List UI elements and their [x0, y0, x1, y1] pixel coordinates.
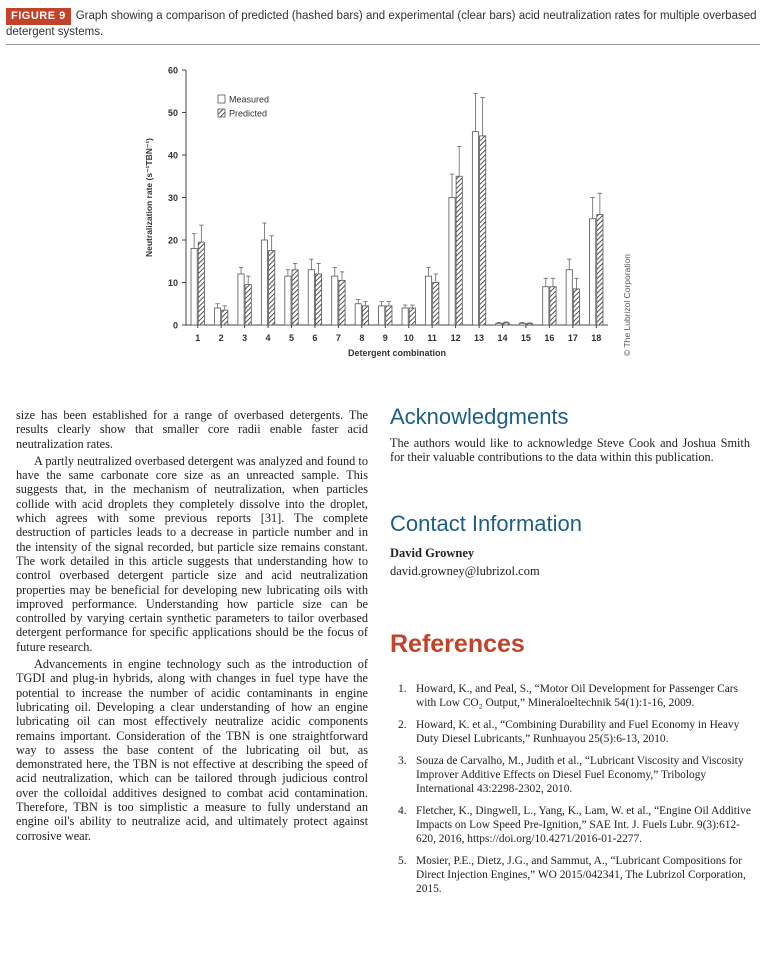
predicted-bar [526, 324, 532, 325]
y-tick-label: 0 [172, 320, 178, 331]
predicted-bar [409, 308, 415, 325]
reference-item [390, 682, 752, 710]
x-tick-label: 8 [359, 333, 365, 343]
neutralization-rate-chart [0, 0, 770, 400]
reference-text: Howard, K., and Peal, S., “Motor Oil Development for Passenger Cars with Low CO₂ Output,” Mineraloeltechnik 54(1):1-16, 2009. [416, 683, 739, 709]
x-axis-label: Detergent combination [347, 348, 447, 358]
x-tick-label: 14 [497, 333, 508, 343]
reference-item [390, 854, 752, 896]
predicted-bar [433, 283, 439, 326]
predicted-bar [222, 310, 228, 325]
y-tick-label: 10 [167, 278, 178, 288]
reference-text: Souza de Carvalho, M., Judith et al., “Lubricant Viscosity and Viscosity Improver Additive Effects on Diesel Fuel Economy,” Tribology International 43:2298-2302, 2010. [416, 755, 744, 795]
reference-number: 3. [398, 755, 407, 767]
contact-email: david.growney@lubrizol.com [390, 564, 540, 578]
x-tick-label: 15 [520, 333, 531, 343]
x-tick-label: 9 [382, 333, 388, 343]
y-tick-label: 60 [167, 65, 178, 76]
measured-bar [238, 274, 244, 325]
figure-caption-text: Graph showing a comparison of predicted (hashed bars) and experimental (clear bars) acid neutralization rates for multiple overbased detergent systems. [6, 10, 757, 38]
reference-text: Howard, K. et al., “Combining Durability and Fuel Economy in Heavy Duty Diesel Lubricants,” Runhuayou 25(5):6-13, 2010. [416, 719, 740, 745]
measured-bar [214, 308, 220, 325]
predicted-bar [597, 215, 603, 326]
predicted-bar [269, 251, 275, 325]
predicted-bar [245, 285, 251, 325]
figure-tag: FIGURE 9 [6, 8, 71, 25]
x-tick-label: 7 [335, 333, 341, 343]
y-tick-label: 40 [167, 150, 178, 161]
acknowledgments-heading: Acknowledgments [390, 404, 569, 429]
measured-bar [590, 219, 596, 325]
reference-number: 4. [398, 805, 407, 817]
predicted-bar [198, 242, 204, 325]
references-heading: References [390, 630, 525, 658]
paragraph-1: size has been established for a range of overbased detergents. The results clearly show that smaller core radii enable faster acid neutralization rates. [16, 408, 368, 451]
reference-number: 1. [398, 683, 407, 695]
predicted-bar [480, 136, 486, 325]
body-left-column [16, 408, 368, 846]
measured-bar [261, 240, 267, 325]
measured-bar [566, 270, 572, 325]
predicted-bar [386, 306, 392, 325]
reference-item [390, 804, 752, 846]
measured-bar [449, 198, 455, 326]
copyright-note: © The Lubrizol Corporation [622, 253, 632, 356]
x-tick-label: 17 [567, 333, 578, 343]
reference-number: 2. [398, 719, 407, 731]
y-tick-label: 20 [167, 235, 178, 246]
predicted-bar [573, 289, 579, 325]
legend-swatch-predicted [218, 109, 225, 117]
x-tick-label: 13 [474, 333, 485, 343]
measured-bar [496, 323, 502, 325]
predicted-bar [292, 270, 298, 325]
contact-name: David Growney [390, 546, 475, 560]
predicted-bar [503, 323, 509, 325]
x-tick-label: 2 [218, 333, 224, 343]
reference-text: Fletcher, K., Dingwell, L., Yang, K., Lam, W. et al., “Engine Oil Additive Impacts on Low Speed Pre-Ignition,” SAE Int. J. Fuels Lubr. 9(3):612-620, 2016, https://doi.org/10.4271/2016-01-2277. [416, 805, 751, 845]
measured-bar [285, 276, 291, 325]
predicted-bar [315, 274, 321, 325]
x-tick-label: 10 [403, 333, 414, 343]
predicted-bar [339, 280, 345, 325]
measured-bar [379, 306, 385, 325]
measured-bar [425, 276, 431, 325]
reference-number: 5. [398, 855, 407, 867]
measured-bar [472, 132, 478, 325]
measured-bar [332, 276, 338, 325]
measured-bar [308, 270, 314, 325]
x-tick-label: 18 [591, 333, 602, 343]
reference-item [390, 754, 752, 796]
measured-bar [402, 308, 408, 325]
measured-bar [543, 287, 549, 325]
x-tick-label: 4 [265, 333, 271, 343]
contact-heading: Contact Information [390, 511, 582, 536]
predicted-bar [362, 306, 368, 325]
x-tick-label: 6 [312, 333, 318, 343]
predicted-bar [456, 176, 462, 325]
x-tick-label: 1 [195, 333, 201, 343]
y-tick-label: 30 [167, 193, 178, 203]
measured-bar [191, 249, 197, 326]
acknowledgments-text: The authors would like to acknowledge Steve Cook and Joshua Smith for their valuable contributions to the data within this publication. [390, 436, 750, 465]
x-tick-label: 5 [288, 333, 295, 343]
y-axis-label: Neutralization rate (s⁻¹TBN⁻¹) [144, 137, 154, 258]
reference-item [390, 718, 752, 746]
legend-swatch-measured [218, 95, 225, 103]
measured-bar [519, 323, 525, 325]
x-tick-label: 11 [427, 333, 437, 343]
x-tick-label: 16 [544, 333, 555, 343]
paragraph-2: A partly neutralized overbased detergent was analyzed and found to have the same carbonate core size as an unreacted sample. This suggests that, in the mechanism of neutralization, when particles collide with acid droplets they completely dissolve into the droplet, which agrees with some previous reports [31]. The complete destruction of particles leads to a decrease in particle number and in the intensity of the signal recorded, but particle size remains constant. The work detailed in this article suggests that understanding how to control overbased detergent particle size and acid neutralization properties may be beneficial for developing new lubricating oils with improved performance. Understanding how particle size can be controlled by varying certain synthetic parameters to tailor overbased detergent performance for specific applications should be the focus of future research. [16, 453, 368, 654]
measured-bar [355, 304, 361, 325]
x-tick-label: 3 [242, 333, 248, 343]
references-list [390, 682, 752, 904]
paragraph-3: Advancements in engine technology such as the introduction of TGDI and plug-in hybrids, along with changes in fuel type have the potential to increase the number of acidic contaminants in engine lubricating oil. Developing a clear understanding of how an engine lubricating oil can most effectively neutralize acidic components remains important. Consideration of the TBN is one straightforward way to assess the base content of the lubricating oil but, as demonstrated here, the TBN is not effective at describing the speed of acid neutralization, which can be tailored through judicious control over the colloidal additives designed to combat acid contamination. Therefore, TBN is too simplistic a measure to fully understand an engine oil's ability to neutralize acid, and ultimately protect against corrosive wear. [16, 657, 368, 843]
x-tick-label: 12 [450, 333, 461, 343]
legend-label-predicted: Predicted [229, 108, 268, 119]
legend-label-measured: Measured [229, 94, 270, 105]
predicted-bar [550, 287, 556, 325]
y-tick-label: 50 [167, 108, 178, 118]
reference-text: Mosier, P.E., Dietz, J.G., and Sammut, A., “Lubricant Compositions for Direct Injection Engines,” WO 2015/042341, The Lubrizol Corporation, 2015. [416, 855, 746, 895]
